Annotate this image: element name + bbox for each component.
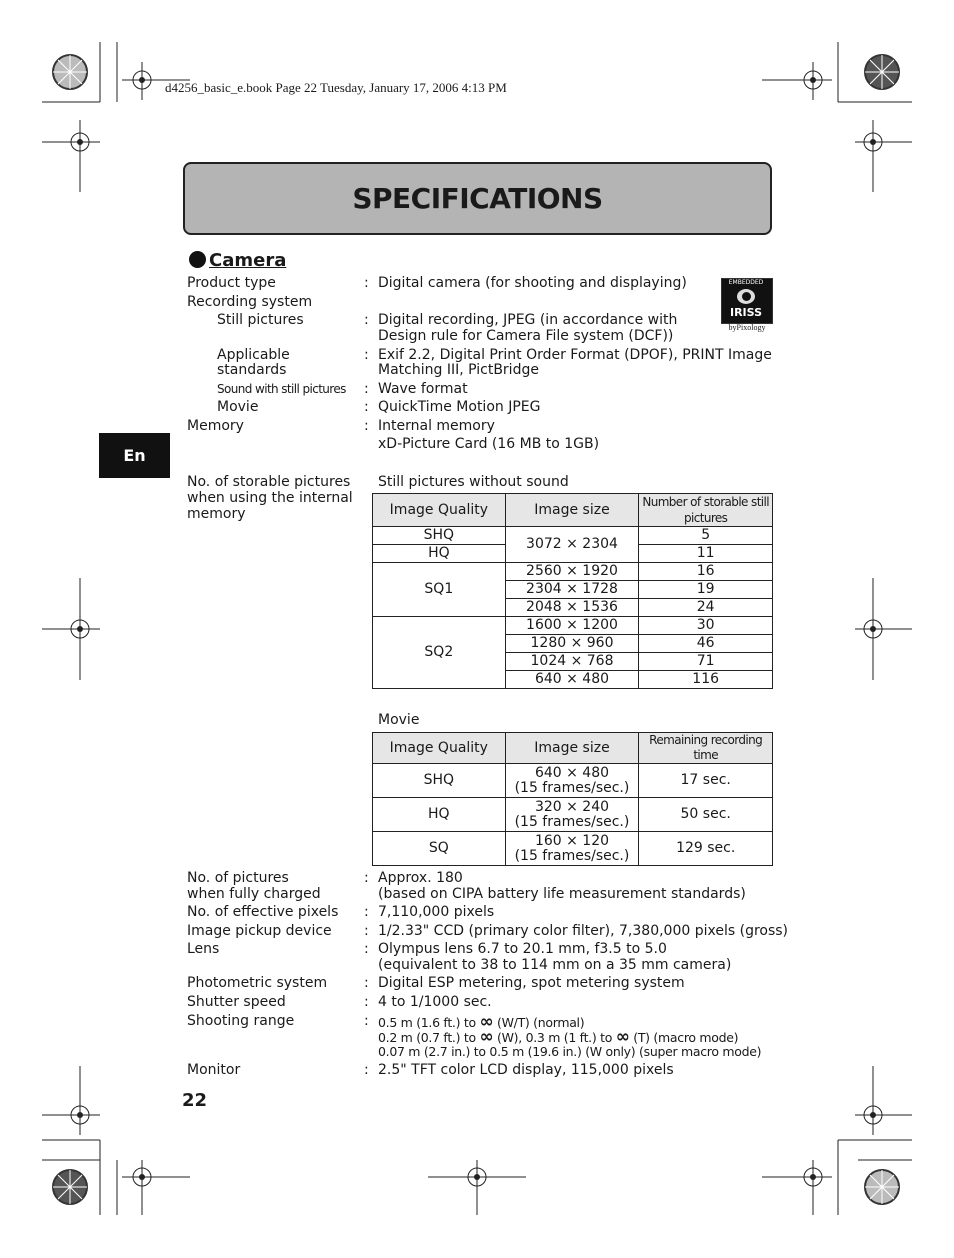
table-cell-quality: SHQ (373, 527, 506, 545)
infinity-icon: ∞ (615, 1027, 630, 1047)
memory-value-2: xD-Picture Card (16 MB to 1GB) (378, 436, 600, 452)
storable-label-3: memory (187, 506, 246, 522)
range-text: 0.5 m (1.6 ft.) to (378, 1015, 480, 1030)
table-cell-size: 1600 × 1200 (505, 617, 639, 635)
sound-label: Sound with still pictures (217, 382, 346, 396)
still-pictures-value-2: Design rule for Camera File system (DCF)) (378, 328, 674, 344)
storable-label-2: when using the internal (187, 490, 353, 506)
still-pictures-label: Still pictures (217, 312, 304, 328)
still-pictures-value-1: Digital recording, JPEG (in accordance with (378, 312, 678, 328)
applicable-standards-label-1: Applicable (217, 347, 290, 363)
iriss-logo (721, 278, 771, 333)
pictures-charged-value-2: (based on CIPA battery life measurement standards) (378, 886, 746, 902)
shutter-value: 4 to 1/1000 sec. (378, 994, 492, 1010)
effective-pixels-label: No. of effective pixels (187, 904, 339, 920)
book-header-line: d4256_basic_e.book Page 22 Tuesday, January 17, 2006 4:13 PM (165, 80, 507, 95)
table-cell-size: 2048 × 1536 (505, 599, 639, 617)
colon: : (364, 399, 369, 415)
table-cell-size: 1024 × 768 (505, 653, 639, 671)
fps-line: (15 frames/sec.) (514, 779, 630, 796)
table-cell-quality: HQ (373, 545, 506, 563)
table-cell-quality: SQ1 (373, 563, 506, 617)
table-cell-count: 71 (639, 653, 773, 671)
page-title: SPECIFICATIONS (352, 182, 603, 215)
colon: : (364, 941, 369, 957)
movie-table-caption: Movie (378, 712, 420, 728)
size-line: 320 × 240 (534, 798, 610, 815)
table-cell-count: 5 (639, 527, 773, 545)
section-heading (189, 250, 286, 271)
table-header: Image Quality (373, 733, 506, 764)
section-heading-text: Camera (209, 250, 287, 271)
sound-value: Wave format (378, 381, 468, 397)
table-cell-size (505, 764, 639, 798)
table-cell-quality: SHQ (373, 764, 506, 798)
table-cell-size: 2560 × 1920 (505, 563, 639, 581)
table-cell-count: 16 (639, 563, 773, 581)
memory-value-1: Internal memory (378, 418, 495, 434)
effective-pixels-value: 7,110,000 pixels (378, 904, 495, 920)
colon: : (364, 923, 369, 939)
table-cell-quality: HQ (373, 798, 506, 832)
shooting-range-line-3: 0.07 m (2.7 in.) to 0.5 m (19.6 in.) (W only) (super macro mode) (378, 1044, 762, 1059)
table-cell-time: 17 sec. (639, 764, 773, 798)
recording-system-label: Recording system (187, 294, 313, 310)
colon: : (364, 347, 369, 363)
table-cell-count: 24 (639, 599, 773, 617)
product-type-value: Digital camera (for shooting and displaying) (378, 275, 687, 291)
table-header: Image size (505, 494, 639, 527)
logo-embedded-text: EMBEDDED (728, 279, 764, 286)
lens-label: Lens (187, 941, 220, 957)
language-tab: En (99, 433, 170, 478)
range-text: (W), 0.3 m (1 ft.) to (493, 1030, 616, 1045)
colon: : (364, 994, 369, 1010)
pictures-charged-label-1: No. of pictures (187, 870, 289, 886)
pictures-charged-label-2: when fully charged (187, 886, 321, 902)
table-cell-size: 1280 × 960 (505, 635, 639, 653)
infinity-icon: ∞ (479, 1027, 494, 1047)
table-header: Image Quality (373, 494, 506, 527)
table-cell-quality: SQ2 (373, 617, 506, 689)
table-cell-time: 50 sec. (639, 798, 773, 832)
table-cell-count: 116 (639, 671, 773, 689)
storable-label-1: No. of storable pictures (187, 474, 351, 490)
monitor-label: Monitor (187, 1062, 241, 1078)
applicable-standards-value-1: Exif 2.2, Digital Print Order Format (DPOF), PRINT Image (378, 347, 772, 363)
table-cell-quality: SQ (373, 832, 506, 866)
table-cell-size (505, 832, 639, 866)
still-table-caption: Still pictures without sound (378, 474, 569, 490)
colon: : (364, 1062, 369, 1078)
table-cell-count: 46 (639, 635, 773, 653)
photometric-value: Digital ESP metering, spot metering system (378, 975, 685, 991)
colon: : (364, 418, 369, 434)
range-text: (T) (macro mode) (629, 1030, 739, 1045)
colon: : (364, 1013, 369, 1029)
logo-by: byPixology (728, 323, 766, 332)
table-header: Remaining recording time (639, 733, 773, 764)
page-number: 22 (182, 1090, 208, 1111)
monitor-value: 2.5" TFT color LCD display, 115,000 pixels (378, 1062, 674, 1078)
shutter-label: Shutter speed (187, 994, 286, 1010)
table-header: Image size (505, 733, 639, 764)
pickup-device-label: Image pickup device (187, 923, 332, 939)
table-cell-count: 30 (639, 617, 773, 635)
photometric-label: Photometric system (187, 975, 328, 991)
colon: : (364, 312, 369, 328)
colon: : (364, 975, 369, 991)
size-line: 640 × 480 (534, 764, 610, 781)
infinity-icon: ∞ (479, 1012, 494, 1032)
table-cell-count: 11 (639, 545, 773, 563)
pictures-charged-value-1: Approx. 180 (378, 870, 463, 886)
size-line: 160 × 120 (534, 832, 610, 849)
movie-table (372, 732, 773, 866)
logo-name: IRISS (729, 306, 762, 319)
product-type-label: Product type (187, 275, 276, 291)
colon: : (364, 381, 369, 397)
memory-label: Memory (187, 418, 244, 434)
movie-label: Movie (217, 399, 259, 415)
colon: : (364, 904, 369, 920)
colon: : (364, 275, 369, 291)
range-text: (W/T) (normal) (493, 1015, 585, 1030)
applicable-standards-value-2: Matching III, PictBridge (378, 362, 539, 378)
applicable-standards-label-2: standards (217, 362, 287, 378)
shooting-range-label: Shooting range (187, 1013, 295, 1029)
table-cell-size (505, 798, 639, 832)
colon: : (364, 870, 369, 886)
table-cell-size: 640 × 480 (505, 671, 639, 689)
table-cell-time: 129 sec. (639, 832, 773, 866)
bullet-icon (189, 251, 206, 268)
still-pictures-table (372, 493, 773, 689)
table-cell-count: 19 (639, 581, 773, 599)
title-banner (183, 162, 772, 235)
lens-value-2: (equivalent to 38 to 114 mm on a 35 mm camera) (378, 957, 732, 973)
movie-value: QuickTime Motion JPEG (378, 399, 541, 415)
range-text: 0.2 m (0.7 ft.) to (378, 1030, 480, 1045)
fps-line: (15 frames/sec.) (514, 813, 630, 830)
fps-line: (15 frames/sec.) (514, 847, 630, 864)
table-cell-size: 2304 × 1728 (505, 581, 639, 599)
lens-value-1: Olympus lens 6.7 to 20.1 mm, f3.5 to 5.0 (378, 941, 667, 957)
pickup-device-value: 1/2.33" CCD (primary color filter), 7,380,000 pixels (gross) (378, 923, 789, 939)
table-cell-size: 3072 × 2304 (505, 527, 639, 563)
table-header: Number of storable still pictures (639, 494, 773, 527)
